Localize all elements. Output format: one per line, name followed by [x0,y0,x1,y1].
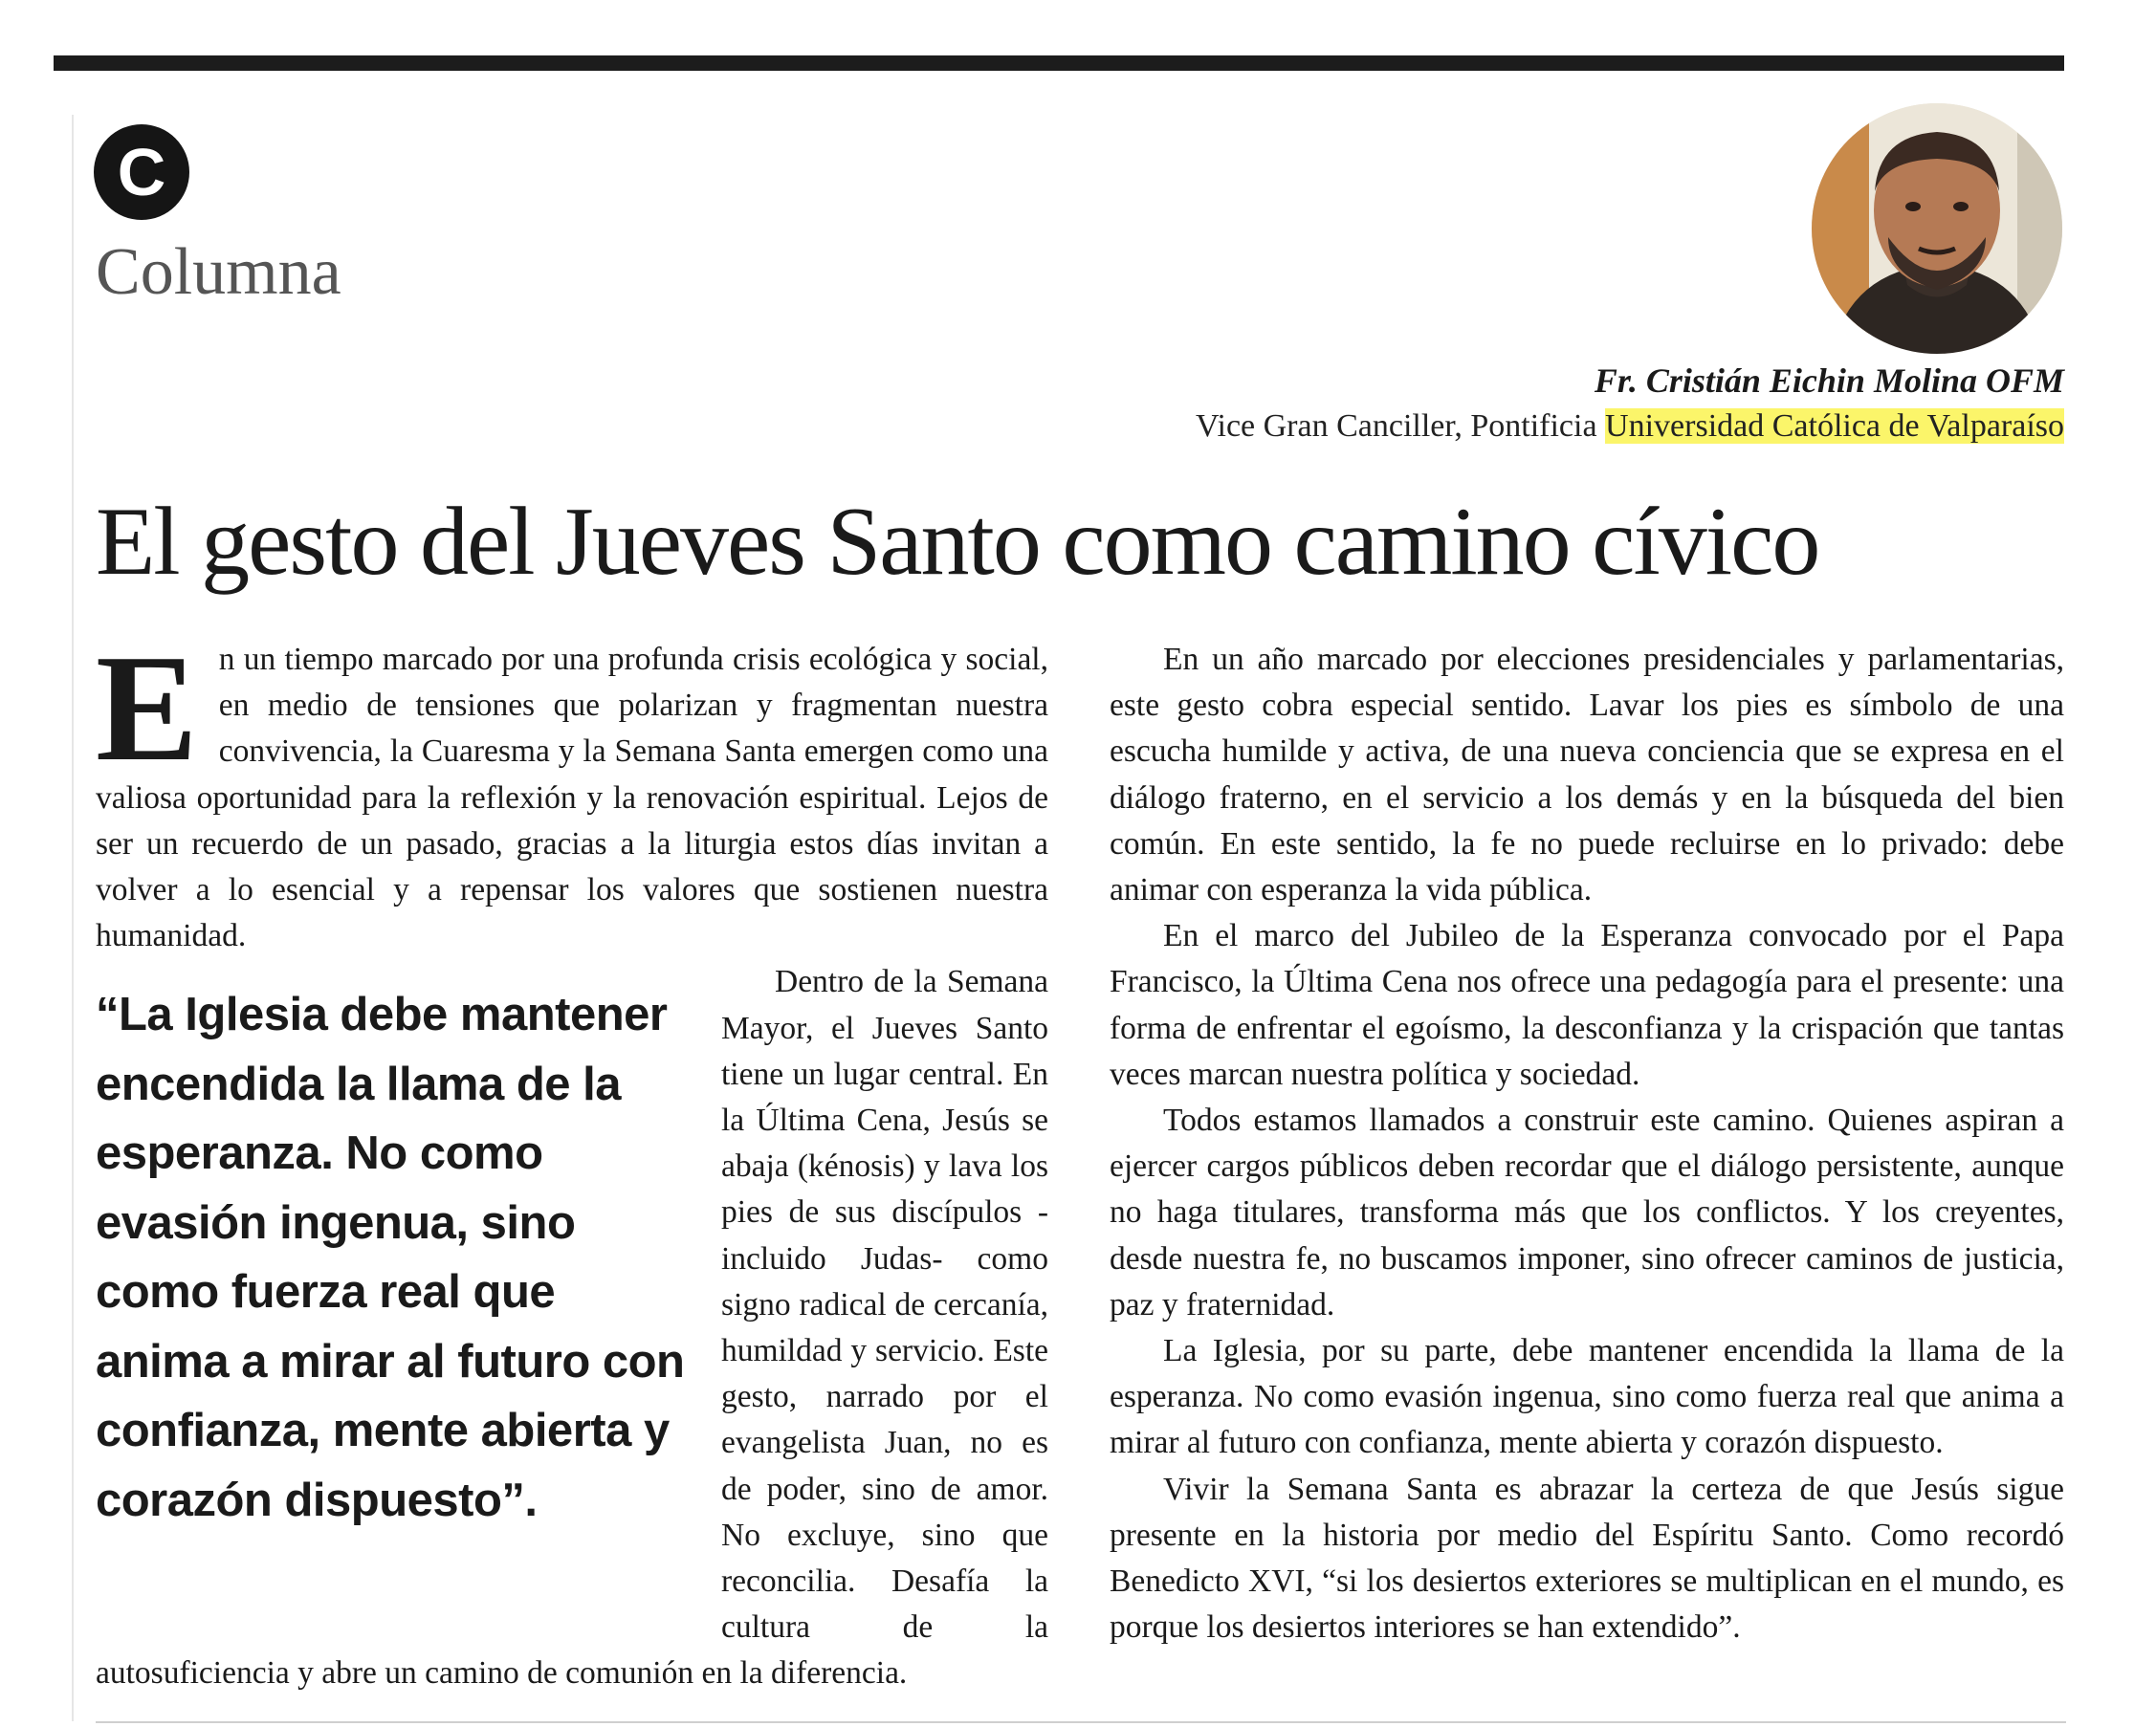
section-badge: C [94,124,189,220]
drop-cap: E [96,623,198,793]
author-portrait-illustration [1812,103,2062,354]
author-affiliation-highlighted: Universidad Católica de Valparaíso [1605,408,2064,444]
paragraph-1: n un tiempo marcado por una profunda crisis ecológica y social, en medio de tensiones que polarizan y fragmentan nuestra convivencia, la Cuaresma y la Semana Santa emergen como una valiosa oportunidad para la reflexión y la renovación espiritual. Lejos de ser un recuerdo de un pasado, gracias a la liturgia estos días invitan a volver a lo esencial y a repensar los valores que sostienen nuestra humanidad. [96,642,1048,954]
paragraph-2: Dentro de la Semana Mayor, el Jueves Santo tiene un lugar central. En la Última Cena, Jesús se abaja (kénosis) y lava los pies de sus discípulos -incluido Judas- como signo radical de cercanía, humildad y servicio. Este gesto, narrado por el evangelista Juan, no es de poder, sino de amor. No excluye, sino que reconcilia. Desafía la cultura de la autosuficiencia y abre un camino de comunión en la diferencia. [96,964,1048,1692]
bottom-rule [96,1721,2066,1723]
paragraph-3: En un año marcado por elecciones presidenciales y parlamentarias, este gesto cobra especial sentido. Lavar los pies es símbolo de una escucha humilde y activa, de una nueva conciencia que se expresa en el diálogo fraterno, en el servicio a los demás y en la búsqueda del bien común. En este sentido, la fe no puede recluirse en lo privado: debe animar con esperanza la vida pública. [1110,642,2064,908]
article-column-2 [1110,637,2064,1650]
paragraph-7: Vivir la Semana Santa es abrazar la certeza de que Jesús sigue presente en la historia por medio del Espíritu Santo. Como recordó Benedicto XVI, “si los desiertos exteriores se multiplican en el mundo, es porque los desiertos interiores se han extendido”. [1110,1471,2064,1646]
top-rule [54,55,2064,71]
author-photo [1812,103,2062,354]
headline: El gesto del Jueves Santo como camino cívico [96,488,1819,596]
article-column-1 [96,623,1048,1697]
author-role-title: Vice Gran Canciller, Pontificia [1195,408,1606,444]
paragraph-4: En el marco del Jubileo de la Esperanza convocado por el Papa Francisco, la Última Cena nos ofrece una pedagogía para el presente: una forma de enfrentar el egoísmo, la desconfianza y la crispación que tantas veces marcan nuestra política y sociedad. [1110,918,2064,1092]
pull-quote: “La Iglesia debe mantener encendida la llama de la esperanza. No como evasión ingenua, sino como fuerza real que anima a mirar al futuro con confianza, mente abierta y corazón dispuesto”. [96,989,685,1526]
paragraph-6: La Iglesia, por su parte, debe mantener encendida la llama de la esperanza. No como evasión ingenua, sino como fuerza real que anima a mirar al futuro con confianza, mente abierta y corazón dispuesto. [1110,1333,2064,1461]
section-label: Columna [96,235,341,309]
author-role [1196,408,2064,445]
left-margin-rule [72,115,74,1721]
paragraph-5: Todos estamos llamados a construir este camino. Quienes aspiran a ejercer cargos públicos deben recordar que el diálogo persistente, aunque no haga titulares, transforma más que los conflictos. Y los creyentes, desde nuestra fe, no buscamos imponer, sino ofrecer caminos de justicia, paz y fraternidad. [1110,1103,2064,1323]
author-name: Fr. Cristián Eichin Molina OFM [1594,361,2064,400]
